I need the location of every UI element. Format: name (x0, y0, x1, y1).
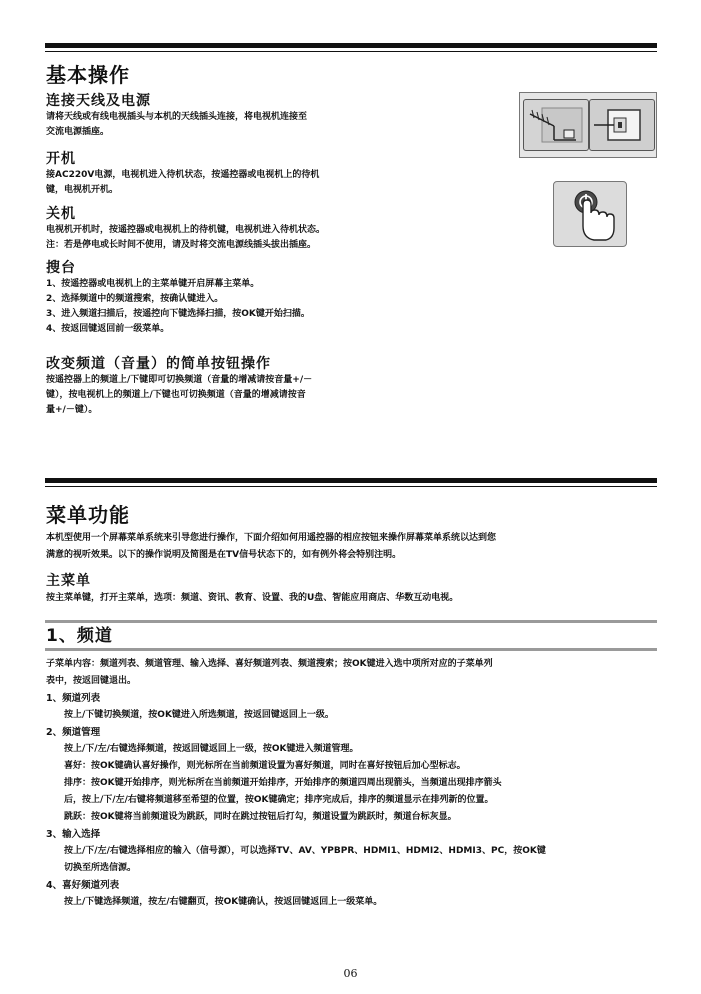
channel-intro-line: 子菜单内容：频道列表、频道管理、输入选择、喜好频道列表、频道搜索；按OK键进入选中项所对应的子菜单列 (46, 659, 493, 669)
search-step: 1、按遥控器或电视机上的主菜单键开启屏幕主菜单。 (46, 279, 260, 289)
menu-intro-line: 满意的视听效果。以下的操作说明及简图是在TV信号状态下的，如有例外将会特别注明。 (46, 550, 402, 560)
mid-rule (45, 478, 657, 483)
simple-ops-line: 按遥控器上的频道上/下键即可切换频道（音量的增减请按音量+/－ (46, 375, 313, 385)
power-on-line: 接AC220V电源，电视机进入待机状态，按遥控器或电视机上的待机 (46, 170, 320, 180)
search-step: 4、按返回键返回前一级菜单。 (46, 324, 170, 334)
antenna-line: 交流电源插座。 (46, 127, 110, 137)
channel-rule-bottom (45, 648, 657, 651)
channel-rule-top (45, 620, 657, 623)
channel-list-line: 按上/下键切换频道，按OK键进入所选频道，按返回键返回上一级。 (64, 710, 334, 720)
antenna-line: 请将天线或有线电视插头与本机的天线插头连接，将电视机连接至 (46, 112, 308, 122)
socket-svg-icon (590, 100, 654, 150)
power-off-line: 注：若是停电或长时间不使用，请及时将交流电源线插头拔出插座。 (46, 240, 317, 250)
antenna-panel-icon (523, 99, 589, 151)
antenna-connection-icon (519, 92, 657, 158)
simple-ops-heading: 改变频道（音量）的简单按钮操作 (46, 356, 271, 372)
main-menu-block (46, 572, 661, 607)
power-button-hand-icon (553, 181, 627, 247)
search-step: 3、进入频道扫描后，按遥控向下键选择扫描，按OK键开始扫描。 (46, 309, 310, 319)
power-off-block (46, 205, 486, 253)
menu-intro-line: 本机型使用一个屏幕菜单系统来引导您进行操作，下面介绍如何用遥控器的相应按钮来操作屏幕菜单系统以达到您 (46, 533, 497, 543)
section-title-menu: 菜单功能 (46, 503, 130, 527)
page-number: 06 (343, 967, 358, 980)
search-heading: 搜台 (46, 260, 76, 276)
main-menu-text: 按主菜单键，打开主菜单，选项：频道、资讯、教育、设置、我的U盘、智能应用商店、华数互动电视。 (46, 593, 459, 603)
favorite-list-line: 按上/下键选择频道，按左/右键翻页，按OK键确认，按返回键返回上一级菜单。 (64, 897, 383, 907)
power-on-line: 键，电视机开机。 (46, 185, 119, 195)
simple-ops-block (46, 355, 486, 418)
power-off-line: 电视机开机时，按遥控器或电视机上的待机键，电视机进入待机状态。 (46, 225, 326, 235)
channel-manage-line: 喜好：按OK键确认喜好操作，则光标所在当前频道设置为喜好频道，同时在喜好按钮后加心型标志。 (64, 761, 466, 771)
search-step: 2、选择频道中的频道搜索，按确认键进入。 (46, 294, 224, 304)
power-on-block (46, 150, 466, 198)
channel-manage-line: 跳跃：按OK键将当前频道设为跳跃，同时在跳过按钮后打勾，频道设置为跳跃时，频道台标灰显。 (64, 812, 457, 822)
channel-manage-heading: 2、频道管理 (46, 727, 101, 738)
main-menu-heading: 主菜单 (46, 573, 91, 589)
power-on-heading: 开机 (46, 151, 76, 167)
favorite-list-heading: 4、喜好频道列表 (46, 880, 120, 891)
channel-list-heading: 1、频道列表 (46, 693, 101, 704)
channel-manage-line: 按上/下/左/右键选择频道，按返回键返回上一级，按OK键进入频道管理。 (64, 744, 359, 754)
mid-rule-thin (45, 486, 657, 487)
channel-section-title: 1、频道 (46, 626, 113, 646)
power-hand-svg-icon (554, 182, 626, 246)
simple-ops-line: 量+/－键）。 (46, 405, 98, 415)
section-title-basic: 基本操作 (46, 63, 130, 87)
channel-manage-line: 排序：按OK键开始排序，则光标所在当前频道开始排序，开始排序的频道四周出现箭头，当频道出现排序箭头 (64, 778, 502, 788)
search-block (46, 259, 486, 337)
antenna-block (46, 92, 466, 140)
input-select-line: 按上/下/左/右键选择相应的输入（信号源），可以选择TV、AV、YPBPR、HDMI1、HDMI2、HDMI3、PC，按OK键 (64, 846, 546, 856)
menu-intro (46, 530, 661, 564)
simple-ops-line: 键），按电视机上的频道上/下键也可切换频道（音量的增减请按音 (46, 390, 306, 400)
input-select-line: 切换至所选信源。 (64, 863, 137, 873)
top-rule-thin (45, 51, 657, 52)
antenna-heading: 连接天线及电源 (46, 93, 151, 109)
top-rule (45, 43, 657, 48)
channel-manage-line: 后，按上/下/左/右键将频道移至希望的位置，按OK键确定；排序完成后，排序的频道显示在排列新的位置。 (64, 795, 494, 805)
wall-socket-panel-icon (589, 99, 655, 151)
channel-content (46, 656, 661, 911)
power-off-heading: 关机 (46, 206, 76, 222)
channel-intro-line: 表中，按返回键退出。 (46, 676, 137, 686)
antenna-svg-icon (524, 100, 588, 150)
input-select-heading: 3、输入选择 (46, 829, 101, 840)
